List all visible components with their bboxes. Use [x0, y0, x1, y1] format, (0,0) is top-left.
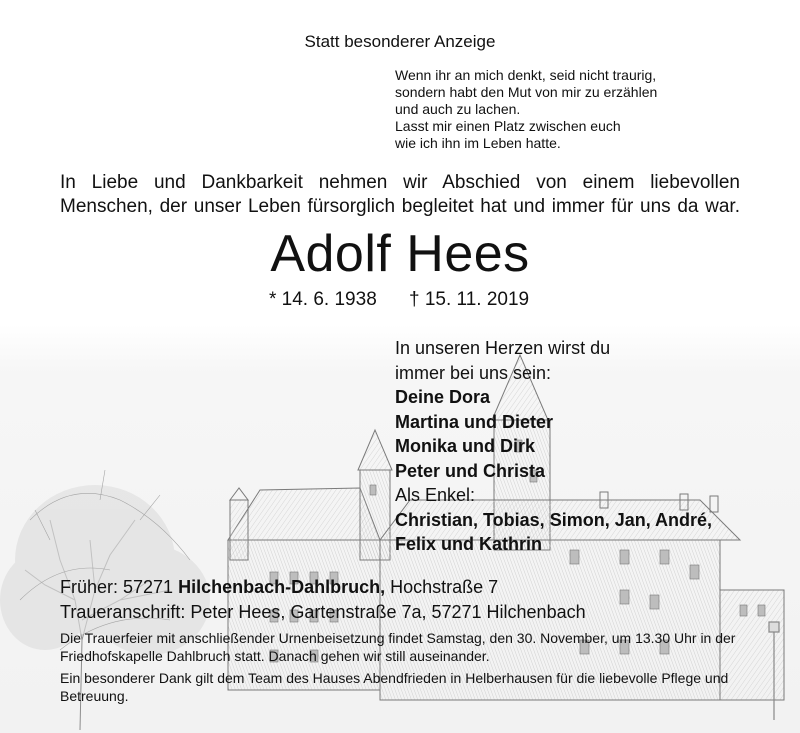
former-address-label: Früher: 57271 — [60, 577, 179, 597]
family-intro: immer bei uns sein: — [395, 362, 552, 383]
notes-block — [60, 629, 750, 709]
former-address-city: Hilchenbach-Dahlbruch, — [178, 577, 386, 597]
ceremony-note: Die Trauerfeier mit anschließender Urnenbeisetzung findet Samstag, den 30. November, um 13.30 Uhr in der Friedhofskapelle Dahlbruch statt. Danach gehen wir still auseinander. — [60, 630, 736, 664]
family-member: Deine Dora — [395, 387, 491, 407]
former-address — [60, 575, 586, 600]
birth-date: * 14. 6. 1938 — [269, 289, 377, 310]
poem-block — [395, 67, 715, 152]
address-block — [60, 575, 586, 625]
mourning-address: Traueranschrift: Peter Hees, Gartenstraße 7a, 57271 Hilchenbach — [60, 602, 586, 622]
grandchildren-line: Christian, Tobias, Simon, Jan, André, — [395, 509, 713, 530]
grandchildren-line: Felix und Kathrin — [395, 534, 543, 554]
poem-line: und auch zu lachen. — [395, 101, 521, 117]
family-member: Peter und Christa — [395, 460, 546, 481]
intro-line: In Liebe und Dankbarkeit nehmen wir Abschied von einem liebevollen — [60, 172, 740, 193]
death-date: † 15. 11. 2019 — [409, 289, 530, 310]
family-member: Monika und Dirk — [395, 436, 536, 456]
poem-line: wie ich ihn im Leben hatte. — [395, 135, 561, 151]
deceased-name: Adolf Hees — [270, 225, 530, 283]
family-intro: In unseren Herzen wirst du — [395, 338, 611, 358]
poem-line: Lasst mir einen Platz zwischen euch — [395, 118, 621, 134]
intro-text — [60, 171, 740, 219]
thanks-note: Ein besonderer Dank gilt dem Team des Hauses Abendfrieden in Helberhausen für die liebevolle Pflege und Betreuung. — [60, 670, 729, 704]
family-member: Martina und Dieter — [395, 411, 554, 432]
family-block — [395, 336, 775, 557]
poem-line: sondern habt den Mut von mir zu erzählen — [395, 84, 658, 100]
header-note: Statt besonderer Anzeige — [304, 32, 496, 51]
grandchildren-label: Als Enkel: — [395, 485, 476, 505]
poem-line: Wenn ihr an mich denkt, seid nicht traurig, — [395, 67, 657, 83]
former-address-street: Hochstraße 7 — [385, 577, 499, 597]
intro-line: Menschen, der unser Leben fürsorglich begleitet hat und immer für uns da war. — [60, 196, 740, 217]
